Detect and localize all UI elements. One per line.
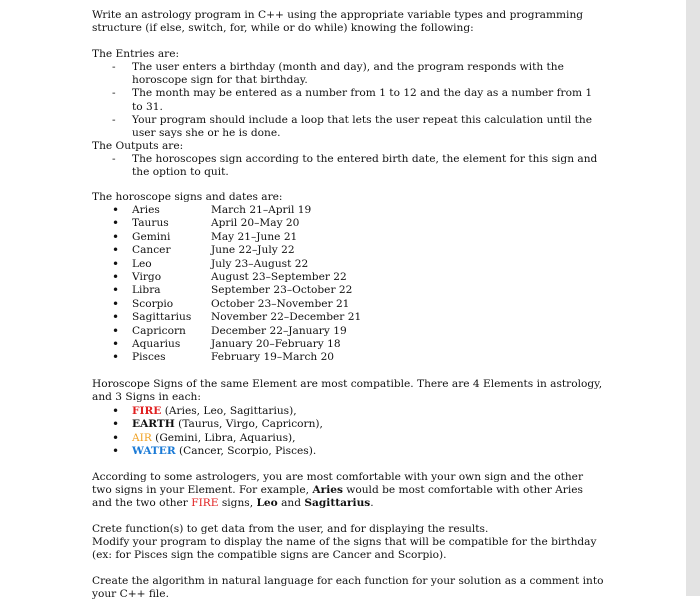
element-name-fire: FIRE: [132, 405, 162, 417]
sign-dates: January 20–February 18: [211, 337, 341, 350]
sign-row: [92, 325, 604, 338]
element-signs: (Taurus, Virgo, Capricorn),: [174, 418, 323, 431]
element-row: [92, 432, 604, 445]
element-signs: (Aries, Leo, Sagittarius),: [161, 405, 297, 417]
sign-name: Aries: [132, 204, 160, 216]
sign-name: Aquarius: [132, 337, 181, 350]
compat-text: According to some astrologers, you are most comfortable with your own sign and the other two signs in your Element. For example,: [92, 471, 584, 497]
task-functions: Crete function(s) to get data from the user, and for displaying the results.: [92, 523, 489, 535]
sign-name: Gemini: [132, 230, 171, 243]
sign-row: [92, 284, 604, 297]
sign-dates: July 23–August 22: [211, 257, 309, 270]
compat-leo: Leo: [256, 497, 278, 510]
sign-name: Cancer: [132, 244, 171, 257]
sign-name: Sagittarius: [132, 311, 192, 324]
sign-dates: May 21–June 21: [211, 230, 298, 243]
element-signs: (Gemini, Libra, Aquarius),: [151, 431, 296, 444]
entry-item: - The month may be entered as a number from 1 to 12 and the day as a number from 1 to 31.: [92, 87, 604, 113]
sign-name: Pisces: [132, 351, 166, 364]
sign-name: Scorpio: [132, 297, 174, 310]
sign-dates: June 22–July 22: [211, 244, 295, 257]
sign-dates: March 21–April 19: [211, 204, 312, 216]
scrollbar-track[interactable]: [686, 0, 700, 596]
compat-text: .: [370, 497, 374, 510]
element-name-earth: EARTH: [132, 418, 175, 431]
sign-row: [92, 258, 604, 271]
sign-name: Virgo: [132, 270, 162, 283]
compat-text: signs,: [218, 497, 257, 510]
sign-name: Taurus: [132, 217, 169, 230]
sign-row: [92, 298, 604, 311]
outputs-list: [92, 153, 604, 179]
sign-name: Capricorn: [132, 324, 186, 337]
intro-paragraph: Write an astrology program in C++ using the appropriate variable types and programming structure (if else, switch, for, while or do while) knowing the following:: [92, 9, 584, 35]
entries-list: [92, 61, 604, 140]
signs-heading: The horoscope signs and dates are:: [92, 191, 283, 203]
sign-row: [92, 217, 604, 230]
sign-dates: November 22–December 21: [211, 311, 362, 324]
task-compatible: Modify your program to display the name of the signs that will be compatible for the birthday (ex: for Pisces sign the compatible signs are Cancer and Scorpio).: [92, 536, 597, 562]
elements-intro: Horoscope Signs of the same Element are most compatible. There are 4 Elements in astrology, and 3 Signs in each:: [92, 378, 603, 404]
sign-dates: September 23–October 22: [211, 284, 353, 297]
signs-list: [92, 204, 604, 365]
compat-text: and: [277, 497, 305, 510]
compatibility-paragraph: [92, 471, 604, 511]
compat-sagittarius: Sagittarius: [304, 497, 371, 510]
sign-row: [92, 244, 604, 257]
element-row: [92, 405, 604, 418]
sign-row: [92, 311, 604, 324]
task-algorithm: Create the algorithm in natural language for each function for your solution as a comment into your C++ file.: [92, 575, 604, 601]
outputs-heading: The Outputs are:: [92, 140, 184, 152]
entries-heading: The Entries are:: [92, 48, 180, 60]
element-row: [92, 445, 604, 458]
sign-name: Leo: [132, 257, 152, 270]
sign-row: [92, 204, 604, 217]
elements-list: [92, 405, 604, 459]
compat-text: would be most comfortable with other Aries and the two other: [92, 484, 583, 510]
element-signs: (Cancer, Scorpio, Pisces).: [175, 445, 317, 458]
sign-row: [92, 351, 604, 364]
sign-row: [92, 231, 604, 244]
sign-row: [92, 338, 604, 351]
sign-dates: April 20–May 20: [211, 217, 300, 230]
sign-row: [92, 271, 604, 284]
entry-item: - Your program should include a loop that lets the user repeat this calculation until the user says she or he is done.: [92, 114, 604, 140]
element-name-water: WATER: [132, 445, 176, 458]
sign-name: Libra: [132, 284, 161, 297]
sign-dates: October 23–November 21: [211, 297, 350, 310]
sign-dates: December 22–January 19: [211, 324, 347, 337]
element-row: [92, 418, 604, 431]
element-name-air: AIR: [132, 431, 152, 444]
compat-fire: FIRE: [191, 497, 219, 510]
sign-dates: February 19–March 20: [211, 351, 335, 364]
compat-aries: Aries: [312, 484, 343, 497]
sign-dates: August 23–September 22: [211, 270, 347, 283]
entry-item: - The user enters a birthday (month and day), and the program responds with the horoscope sign for that birthday.: [92, 61, 604, 87]
output-item: - The horoscopes sign according to the entered birth date, the element for this sign and the option to quit.: [92, 153, 604, 179]
